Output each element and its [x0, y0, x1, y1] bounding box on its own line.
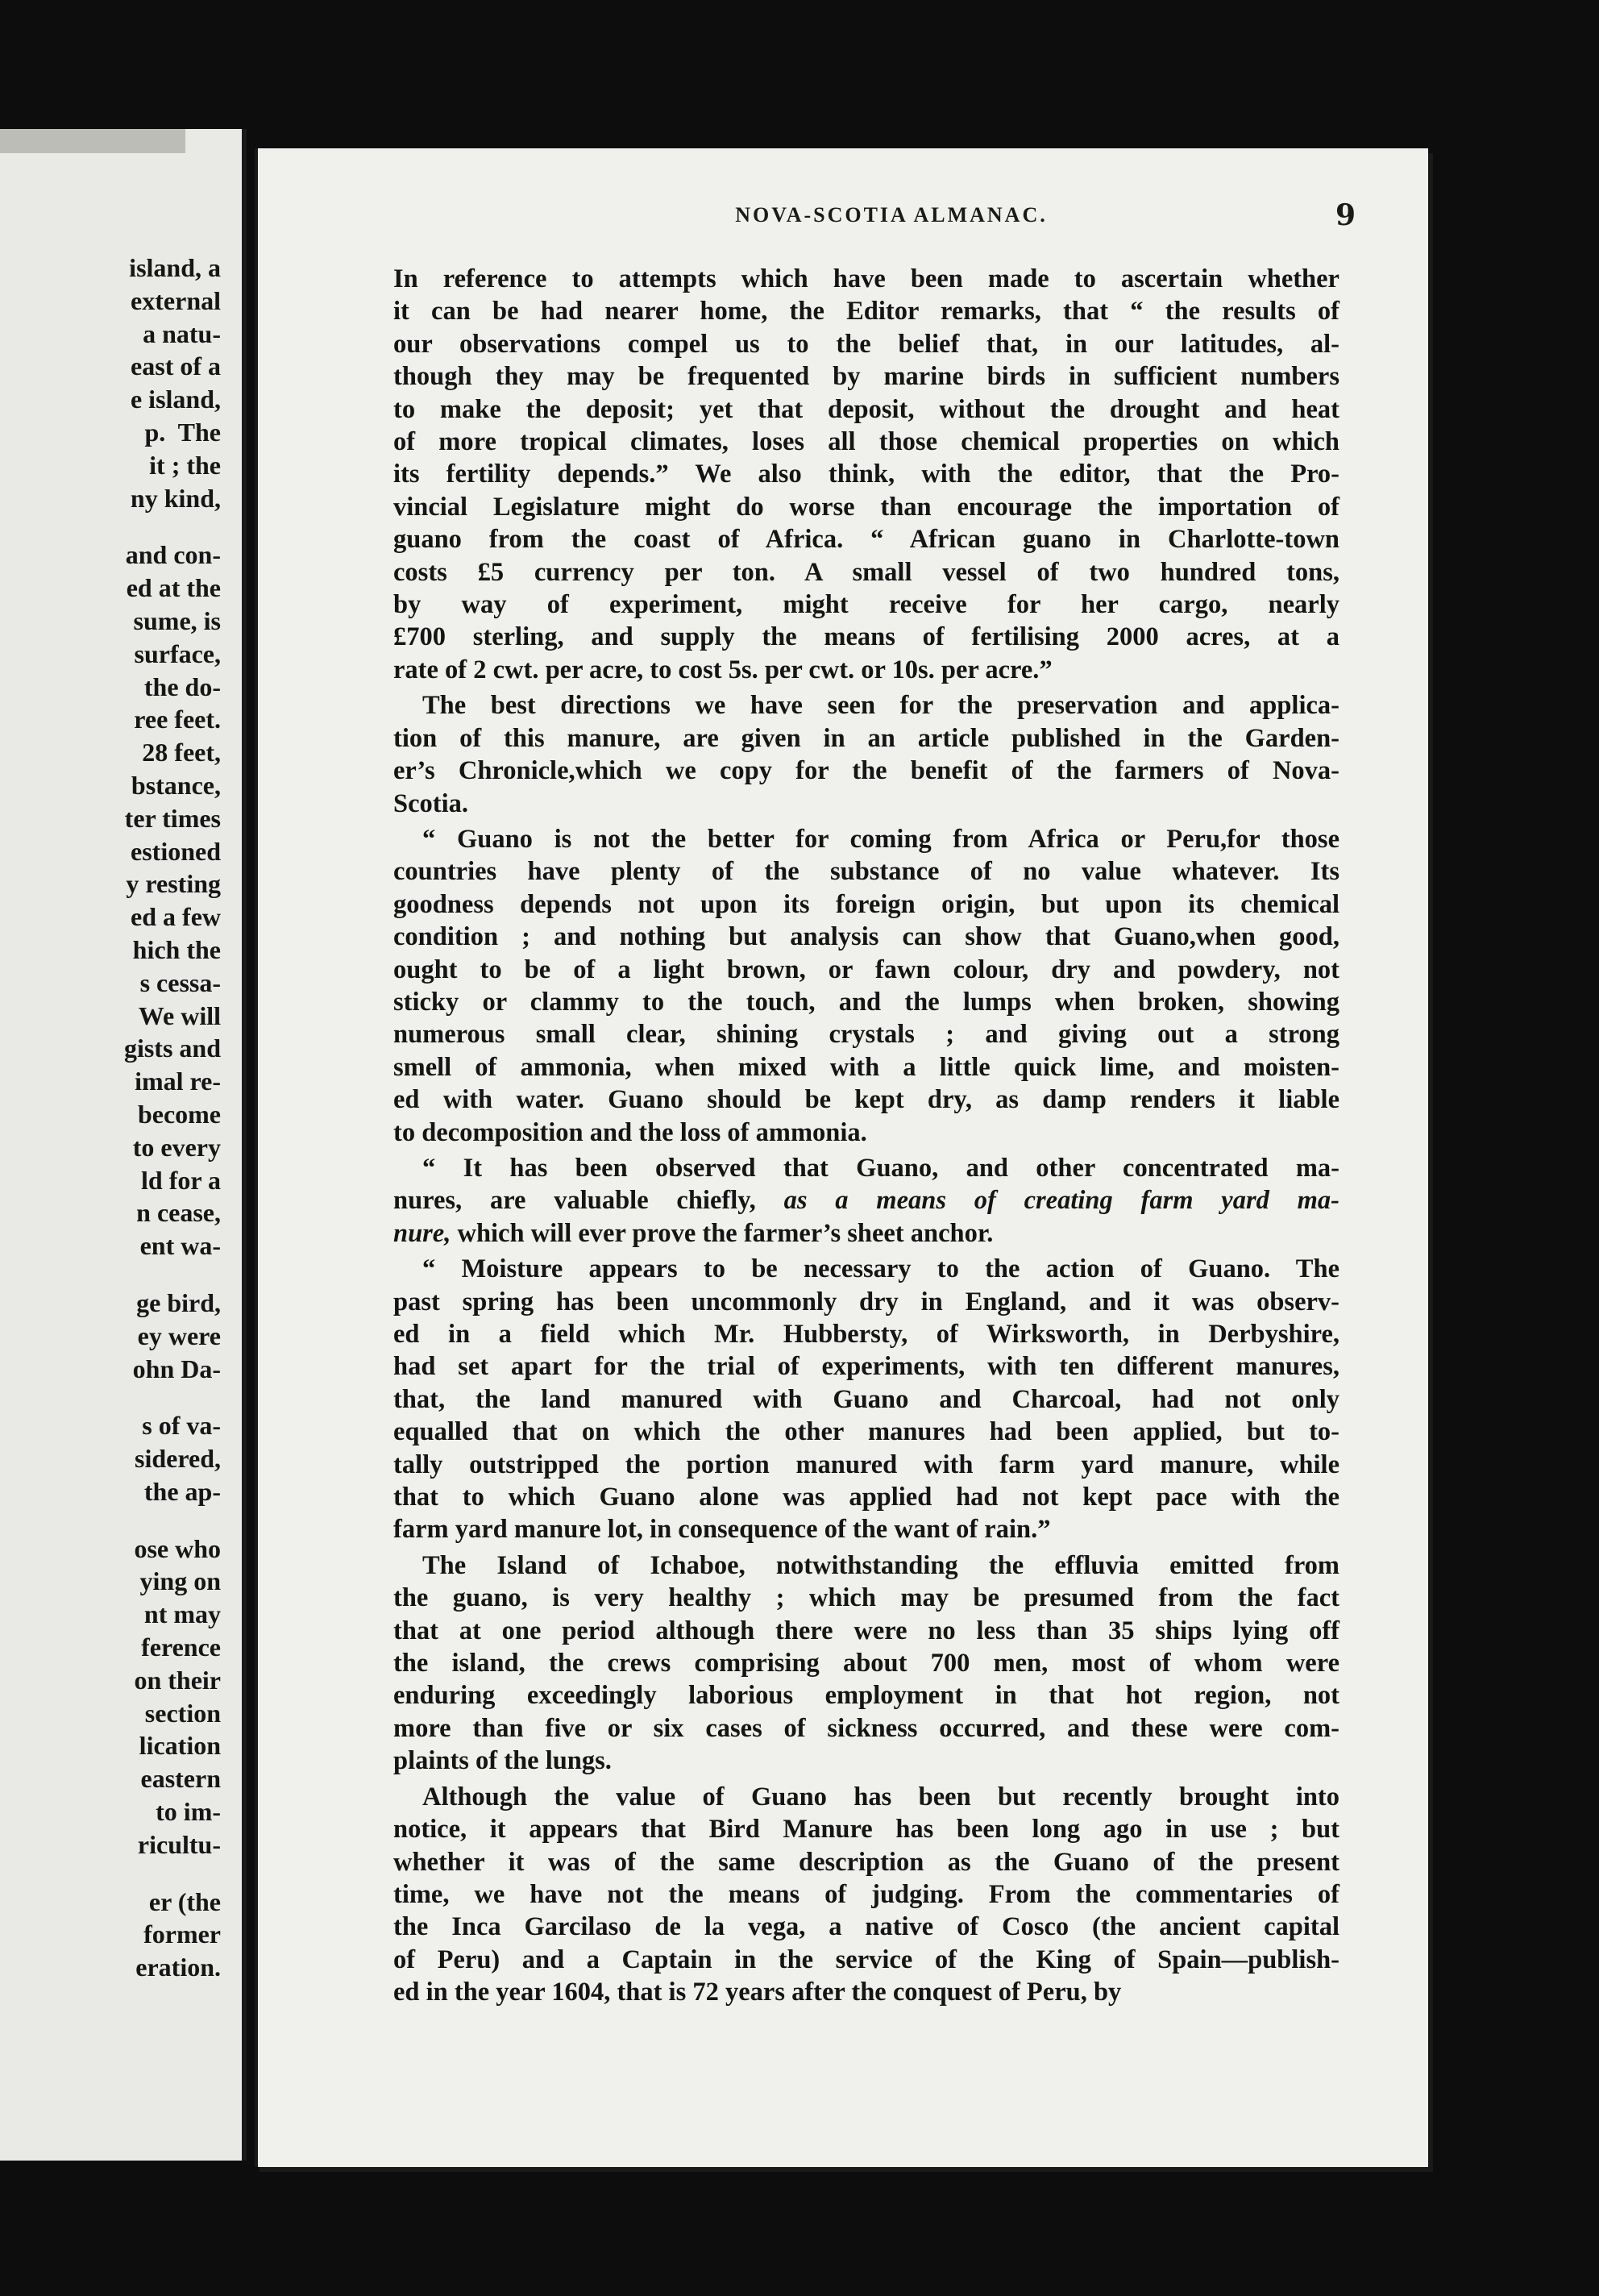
text-line: “ Guano is not the better for coming from Africa or Peru,for those: [422, 824, 1339, 854]
text-line: past spring has been uncommonly dry in England, and it was observ-: [393, 1287, 1339, 1316]
text-line: ed in the year 1604, that is 72 years after the conquest of Peru, by: [393, 1978, 1122, 2007]
left-fragment-line: to every: [132, 1132, 221, 1162]
left-fragment-line: the do-: [143, 672, 221, 701]
text-line: condition ; and nothing but analysis can show that Guano,when good,: [393, 922, 1339, 952]
text-line: sticky or clammy to the touch, and the lumps when broken, showing: [393, 987, 1339, 1017]
left-fragment-line: ny kind,: [130, 483, 221, 513]
left-fragment-line: east of a: [131, 351, 221, 381]
left-fragment-line: We will: [138, 1000, 221, 1030]
text-line: smell of ammonia, when mixed with a little quick lime, and moisten-: [393, 1052, 1339, 1082]
left-fragment-line: ricultu-: [137, 1829, 221, 1859]
left-fragment-line: ose who: [134, 1533, 221, 1563]
left-fragment-line: nt may: [143, 1599, 221, 1629]
text-line: the guano, is very healthy ; which may be presumed from the fact: [393, 1583, 1339, 1613]
text-line: by way of experiment, might receive for her cargo, nearly: [393, 590, 1339, 620]
paragraph: [393, 263, 1339, 686]
text-line: that, the land manured with Guano and Charcoal, had not only: [393, 1384, 1339, 1414]
left-fragment-line: 28 feet,: [142, 738, 221, 767]
running-head: [258, 198, 1428, 239]
left-fragment-line: island, a: [129, 253, 221, 282]
text-line: more than five or six cases of sickness occurred, and these were com-: [393, 1713, 1339, 1743]
paragraph: [393, 1152, 1339, 1250]
text-line: the island, the crews comprising about 700 men, most of whom were: [393, 1649, 1339, 1678]
paragraph: [393, 689, 1339, 820]
text-line: had set apart for the trial of experiments, with ten different manures,: [393, 1352, 1339, 1382]
left-fragment-line: ying on: [139, 1566, 221, 1596]
left-fragment-line: section: [144, 1698, 221, 1728]
text-line: to make the deposit; yet that deposit, without the drought and heat: [393, 394, 1339, 424]
text-line: er’s Chronicle,which we copy for the benefit of the farmers of Nova-: [393, 756, 1339, 786]
text-line: Scotia.: [393, 788, 468, 818]
text-line: vincial Legislature might do worse than encourage the importation of: [393, 492, 1339, 522]
left-fragment-line: s of va-: [142, 1411, 221, 1441]
paragraph: [393, 1253, 1339, 1546]
left-fragment-line: imal re-: [135, 1067, 221, 1096]
left-fragment-line: e island,: [130, 385, 221, 414]
text-line: ought to be of a light brown, or fawn colour, dry and powdery, not: [393, 955, 1339, 984]
text-line: guano from the coast of Africa. “ African guano in Charlotte-town: [393, 525, 1339, 555]
text-line: “ Moisture appears to be necessary to the action of Guano. The: [422, 1254, 1339, 1284]
text-line: that at one period although there were no less than 35 ships lying off: [393, 1616, 1339, 1645]
left-fragment-line: it ; the: [149, 450, 221, 480]
left-fragment-line: n cease,: [136, 1198, 221, 1228]
left-fragment-line: [124, 1262, 221, 1287]
text-line: its fertility depends.” We also think, with the editor, that the Pro-: [393, 460, 1339, 489]
left-fragment-line: ference: [141, 1633, 221, 1662]
running-title: NOVA-SCOTIA ALMANAC.: [735, 203, 1048, 227]
left-fragment-line: s cessa-: [139, 967, 221, 997]
left-fragment-line: a natu-: [143, 318, 221, 348]
left-fragment-line: surface,: [134, 638, 221, 668]
text-line: The Island of Ichaboe, notwithstanding the effluvia emitted from: [422, 1550, 1339, 1580]
text-line: “ It has been observed that Guano, and other concentrated ma-: [422, 1153, 1339, 1183]
left-page: [0, 129, 247, 2161]
left-fragment-line: [124, 1861, 221, 1886]
left-fragment-line: former: [143, 1920, 221, 1949]
paragraph: [393, 823, 1339, 1149]
text-line: goodness depends not upon its foreign origin, but upon its chemical: [393, 889, 1339, 919]
left-fragment-line: eration.: [135, 1953, 221, 1982]
left-fragment-line: estioned: [131, 836, 221, 866]
page-number: 9: [1335, 198, 1356, 232]
text-line: Although the value of Guano has been but recently brought into: [422, 1782, 1339, 1811]
right-page: [255, 148, 1428, 2167]
text-line: plaints of the lungs.: [393, 1746, 612, 1776]
text-line: whether it was of the same description as the Guano of the present: [393, 1847, 1339, 1877]
text-line: The best directions we have seen for the preservation and applica-: [422, 691, 1339, 721]
left-fragment-line: sidered,: [135, 1444, 221, 1474]
text-line: enduring exceedingly laborious employment in that hot region, not: [393, 1681, 1339, 1711]
paragraph: [393, 1549, 1339, 1778]
left-fragment-line: [124, 1385, 221, 1409]
left-fragment-line: ey were: [137, 1321, 221, 1350]
text-line: the Inca Garcilaso de la vega, a native of Cosco (the ancient capital: [393, 1912, 1339, 1942]
left-fragment-line: p. The: [144, 417, 221, 447]
text-line: £700 sterling, and supply the means of fertilising 2000 acres, at a: [393, 622, 1339, 652]
left-fragment-line: eastern: [140, 1764, 221, 1794]
left-fragment-line: er (the: [148, 1886, 221, 1916]
text-line: equalled that on which the other manures had been applied, but to-: [393, 1417, 1339, 1447]
text-line: rate of 2 cwt. per acre, to cost 5s. per cwt. or 10s. per acre.”: [393, 655, 1053, 684]
left-fragment-line: gists and: [123, 1034, 221, 1063]
left-fragment-line: become: [137, 1099, 221, 1129]
left-fragment-line: y resting: [126, 869, 221, 899]
text-line: to decomposition and the loss of ammonia.: [393, 1117, 867, 1147]
left-fragment-line: ter times: [124, 803, 221, 833]
left-fragment-line: lication: [139, 1731, 221, 1761]
body-text: [393, 260, 1339, 2009]
left-fragment-line: to im-: [156, 1797, 221, 1827]
text-line: ed in a field which Mr. Hubbersty, of Wirksworth, in Derbyshire,: [393, 1320, 1339, 1349]
left-fragment-line: bstance,: [131, 770, 221, 800]
text-line: of Peru) and a Captain in the service of the King of Spain—publish-: [393, 1945, 1339, 1974]
left-fragment-line: sume, is: [133, 605, 221, 635]
left-fragment-line: and con-: [125, 540, 221, 570]
text-line: tally outstripped the portion manured with farm yard manure, while: [393, 1450, 1339, 1479]
left-fragment-line: ree feet.: [134, 705, 221, 734]
text-line: ed with water. Guano should be kept dry, as damp renders it liable: [393, 1085, 1339, 1115]
text-line: nures, are valuable chiefly, as a means of creating farm yard ma-: [393, 1186, 1339, 1216]
text-line: time, we have not the means of judging. From the commentaries of: [393, 1879, 1339, 1909]
text-line: notice, it appears that Bird Manure has been long ago in use ; but: [393, 1815, 1339, 1845]
left-fragment-line: the ap-: [143, 1476, 221, 1506]
page-edge: [0, 129, 185, 153]
left-fragment-line: ed at the: [126, 573, 221, 603]
left-fragment-line: hich the: [132, 934, 221, 964]
left-fragment-line: on their: [134, 1665, 221, 1695]
left-fragment-line: [124, 1508, 221, 1533]
text-line: it can be had nearer home, the Editor remarks, that “ the results of: [393, 297, 1339, 327]
text-line: In reference to attempts which have been made to ascertain whether: [393, 264, 1339, 293]
left-fragment-line: ed a few: [131, 902, 221, 932]
text-line: though they may be frequented by marine birds in sufficient numbers: [393, 362, 1339, 392]
text-line: nure, which will ever prove the farmer’s sheet anchor.: [393, 1218, 994, 1248]
text-line: that to which Guano alone was applied had not kept pace with the: [393, 1483, 1339, 1512]
left-fragment-line: ge bird,: [136, 1287, 221, 1317]
left-fragment-line: ohn Da-: [132, 1354, 221, 1383]
text-line: countries have plenty of the substance of no value whatever. Its: [393, 857, 1339, 887]
left-fragment-line: ld for a: [141, 1165, 221, 1195]
left-fragment-line: ent wa-: [139, 1231, 221, 1261]
left-fragment-line: external: [131, 285, 221, 315]
text-line: tion of this manure, are given in an article published in the Garden-: [393, 723, 1339, 753]
left-page-text-fragments: [124, 252, 221, 1984]
text-line: our observations compel us to the belief that, in our latitudes, al-: [393, 329, 1339, 359]
text-line: costs £5 currency per ton. A small vessel of two hundred tons,: [393, 557, 1339, 587]
text-line: farm yard manure lot, in consequence of the want of rain.”: [393, 1515, 1051, 1545]
left-fragment-line: [124, 514, 221, 539]
text-line: numerous small clear, shining crystals ; and giving out a strong: [393, 1020, 1339, 1050]
paragraph: [393, 1781, 1339, 2009]
text-line: of more tropical climates, loses all those chemical properties on which: [393, 427, 1339, 457]
